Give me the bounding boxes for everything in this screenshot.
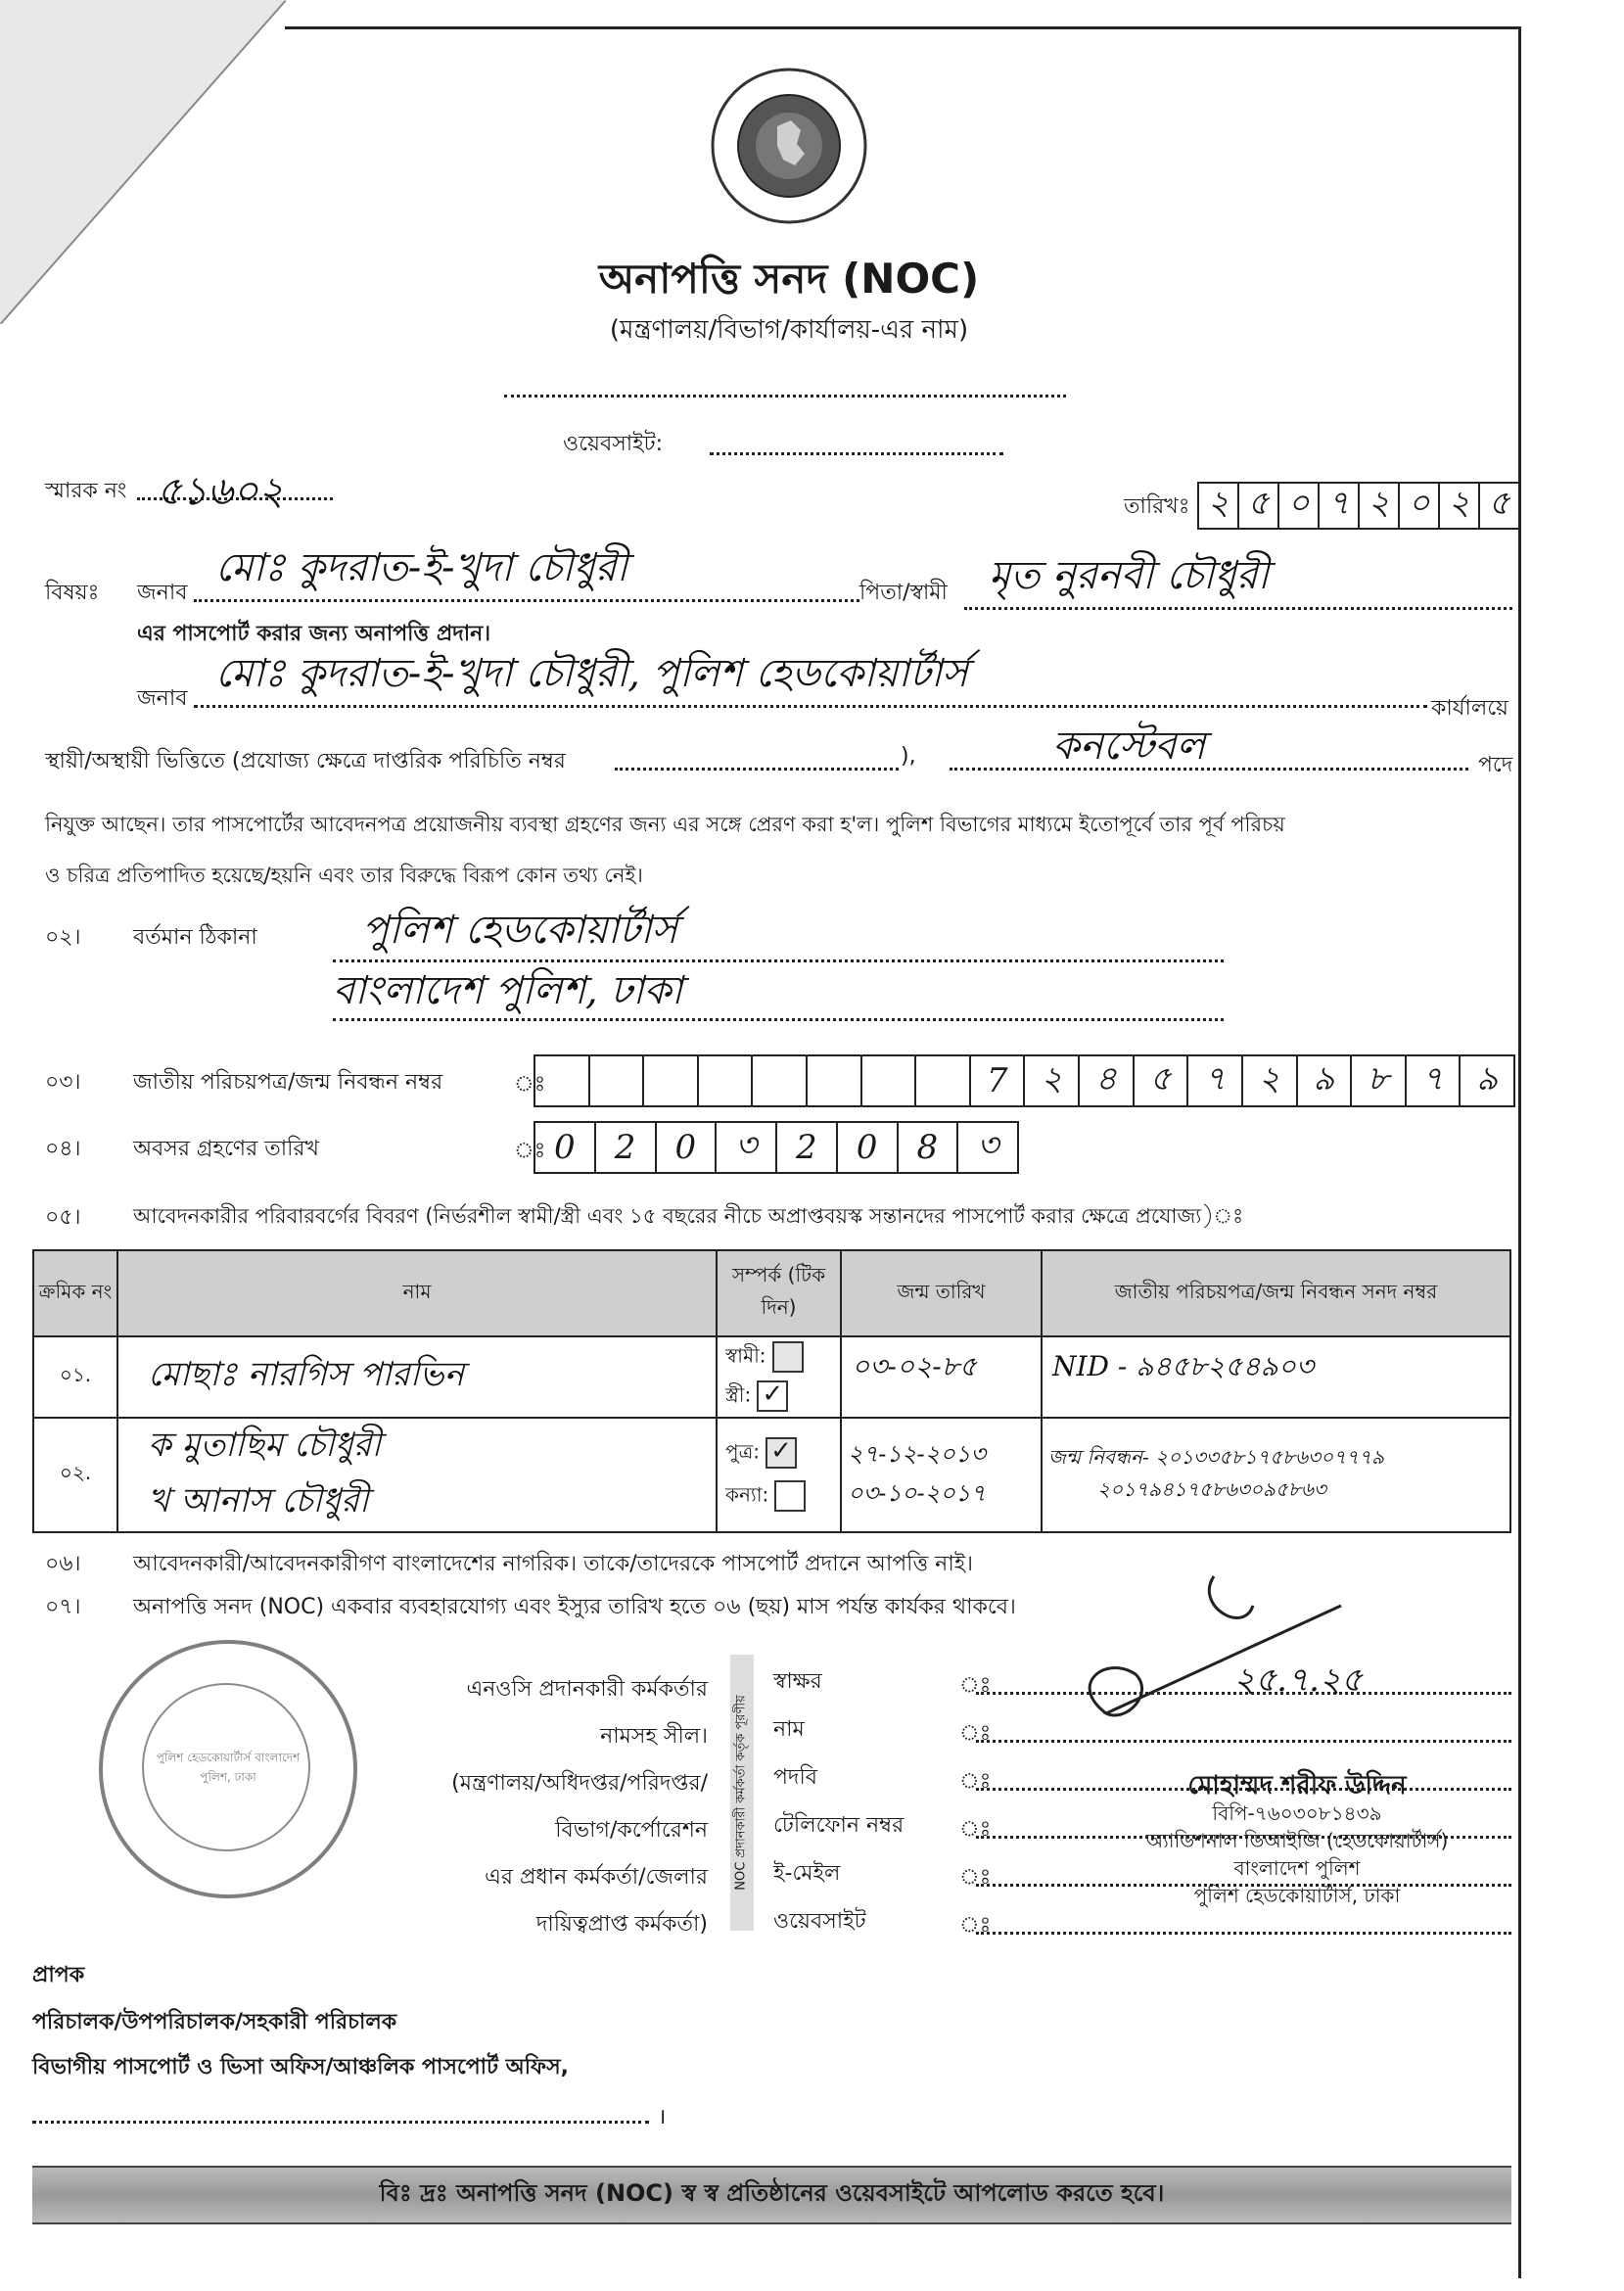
nid-digit: ৯ [1476,1058,1499,1099]
header-name: নাম [117,1250,717,1336]
page-title: অনাপত্তি সনদ (NOC) [598,255,980,303]
retirement-digit: 0 [535,1123,596,1172]
colon: ঃ [959,1865,992,1890]
family-label: আবেদনকারীর পরিবারবর্গের বিবরণ (নির্ভরশীল স্বামী/স্ত্রী এবং ১৫ বছরের নীচে অপ্রাপ্তবয়স্ক সন্তানদের পাসপোর্ট করার ক্ষেত্রে প্রযোজ্য)ঃ [133,1204,1244,1228]
permanent-label: স্থায়ী/অস্থায়ী ভিত্তিতে (প্রযোজ্য ক্ষেত্রে দাপ্তরিক পরিচিতি নম্বর [45,749,566,773]
id-number: ২০১৭৯৪১৭৫৮৬৩০৯৫৮৬৩ [1097,1476,1326,1501]
dob: ০৩-১০-২০১৭ [848,1478,986,1507]
issuer-field-label: ওয়েবসাইট [773,1909,866,1934]
government-emblem [709,66,869,226]
vertical-strip: NOC প্রদানকারী কর্মকর্তা কর্তৃক পূরণীয় [730,1655,754,1931]
address-value-1: পুলিশ হেডকোয়ার্টার্স [362,908,678,953]
date-digit: ২ [1440,484,1480,528]
designation: কনস্টেবল [1052,724,1206,769]
father-label: পিতা/স্বামী [859,581,948,605]
subject-line2: এর পাসপোর্ট করার জন্য অনাপত্তি প্রদান। [137,622,491,646]
issuer-field-label: নাম [773,1717,805,1742]
date-digit: ৭ [1320,484,1360,528]
website-line [710,452,1003,455]
date-digit: ৫ [1239,484,1279,528]
officer-stamp: মোহাম্মদ শরীফ উদ্দিন বিপি-৭৬০৩০৮১৪৩৯ অ্যাডিশনাল ডিআইজি (হেডকোয়ার্টার্স) বাংলাদেশ পুলিশ পুলিশ হেডকোয়ার্টার্স, ঢাকা [1145,1771,1449,1907]
retirement-digit: 2 [777,1123,838,1172]
item-number: ০৪। [45,1137,81,1161]
issuer-field-label: স্বাক্ষর [773,1669,822,1694]
office-seal: পুলিশ হেডকোয়ার্টার্স বাংলাদেশ পুলিশ, ঢাকা [99,1640,357,1898]
recipient-label: প্রাপক [32,1963,85,1987]
date-digit: ২ [1199,484,1239,528]
page-border-top [285,26,1520,29]
issuer-field-label: টেলিফোন নম্বর [773,1813,905,1838]
recipient-line-1: পরিচালক/উপপরিচালক/সহকারী পরিচালক [32,2010,397,2034]
husband-checkbox[interactable] [772,1341,804,1373]
header-id: জাতীয় পরিচয়পত্র/জন্ম নিবন্ধন সনদ নম্বর [1042,1250,1510,1336]
footer-note: বিঃ দ্রঃ অনাপত্তি সনদ (NOC) স্ব স্ব প্রতিষ্ঠানের ওয়েবসাইটে আপলোড করতে হবে। [379,2179,1165,2207]
colon: ঃ [959,1817,992,1842]
nid-digit: ২ [1025,1056,1080,1105]
retirement-digit: 0 [657,1123,718,1172]
son-checkbox[interactable]: ✓ [766,1437,797,1469]
retirement-digit: ৩ [717,1123,777,1172]
body-mr-label: জনাব [137,686,188,711]
issuer-label: এর প্রধান কর্মকর্তা/জেলার [485,1865,708,1890]
recipient-address-line [32,2121,649,2124]
footer-note-banner [32,2166,1511,2224]
header-serial: ক্রমিক নং [33,1250,117,1336]
retirement-digit: ৩ [977,1125,999,1165]
dob: ০৩-০২-৮৫ [841,1336,1042,1418]
colon: ঃ [514,1072,546,1097]
nid-digit: ৭ [1407,1056,1462,1105]
note-citizen: আবেদনকারী/আবেদনকারীগণ বাংলাদেশের নাগরিক। তাকে/তাদেরকে পাসপোর্ট প্রদানে আপত্তি নাই। [133,1552,974,1576]
recipient-end: । [658,2105,667,2129]
nid-label: জাতীয় পরিচয়পত্র/জন্ম নিবন্ধন নম্বর [133,1070,443,1095]
nid-digit [590,1056,645,1105]
mr-label: জনাব [137,581,188,605]
nid-digit: ৫ [1135,1056,1189,1105]
relation-label: পুত্র: [725,1439,761,1464]
nid-digit: ৭ [1188,1056,1243,1105]
daughter-checkbox[interactable] [774,1480,806,1512]
family-table [32,1249,1511,1533]
signature-date: ২৫.৭.২৫ [1233,1660,1364,1700]
issuer-label: নামসহ সীল। [600,1724,708,1749]
subject-label: বিষয়ঃ [45,581,100,605]
nid-digit [535,1056,590,1105]
nid-digit [753,1056,808,1105]
date-label: তারিখঃ [1124,494,1190,519]
note-validity: অনাপত্তি সনদ (NOC) একবার ব্যবহারযোগ্য এবং ইস্যুর তারিখ হতে ০৬ (ছয়) মাস পর্যন্ত কার্যকর থাকবে। [133,1595,1016,1619]
applicant-name: মোঃ কুদরাত-ই-খুদা চৌধুরী [215,545,628,590]
nid-boxes [534,1054,1515,1107]
date-boxes [1197,482,1520,530]
paren-close: ), [901,744,916,769]
page-border-right [1518,26,1521,2278]
recipient-line-2: বিভাগীয় পাসপোর্ট ও ভিসা অফিস/আঞ্চলিক পাসপোর্ট অফিস, [32,2055,569,2080]
issuer-label: বিভাগ/কর্পোরেশন [555,1818,708,1843]
colon: ঃ [959,1913,992,1938]
colon: ঃ [514,1139,546,1163]
nid-digit [644,1056,699,1105]
colon: ঃ [959,1673,992,1698]
issuer-label: দায়িত্বপ্রাপ্ত কর্মকর্তা) [535,1912,708,1937]
item-number: ০৩। [45,1070,81,1095]
official-id-line [615,768,899,771]
paragraph-1: নিযুক্ত আছেন। তার পাসপোর্টের আবেদনপত্র প্রয়োজনীয় ব্যবস্থা গ্রহণের জন্য এর সঙ্গে প্রেরণ করা হ'ল। পুলিশ বিভাগের মাধ্যমে ইতোপূর্বে তার পূর্ব পরিচয় [45,813,1285,836]
member-name: ক মুতাছিম চৌধুরী [148,1425,382,1465]
header-relation: সম্পর্ক (টিক দিন) [717,1250,841,1336]
date-digit: ৫ [1488,484,1510,523]
member-name: খ আনাস চৌধুরী [148,1480,369,1520]
date-digit: ০ [1279,484,1320,528]
serial: ০২. [33,1418,117,1532]
header-dob: জন্ম তারিখ [841,1250,1042,1336]
ministry-name-line [504,395,1066,397]
id-number: NID - ৯৪৫৮২৫৪৯০৩ [1042,1336,1510,1418]
issuer-field-line [976,1932,1511,1935]
retirement-digit: 2 [596,1123,657,1172]
relation-label: স্বামী: [725,1343,766,1368]
issuer-field-label: ই-মেইল [773,1861,841,1886]
designation-line [950,768,1468,771]
issuer-field-line [976,1740,1511,1743]
retirement-date-boxes [534,1121,1019,1174]
nid-digit [808,1056,862,1105]
colon: ঃ [959,1769,992,1794]
note-number: ০৭। [45,1595,81,1619]
id-number: জন্ম নিবন্ধন- ২০১৩৩৫৮১৭৫৮৬৩০৭৭৭৯ [1048,1444,1384,1469]
serial: ০১. [33,1336,117,1418]
nid-digit [862,1056,917,1105]
relation-label: স্ত্রী: [725,1382,752,1406]
memo-number: ৫১৬০২ [157,469,284,514]
nid-digit: ৪ [1080,1056,1135,1105]
post-suffix: পদে [1478,753,1513,777]
office-suffix: কার্যালয়ে [1431,696,1509,721]
issuer-field-label: পদবি [773,1765,818,1790]
item-number: ০৫। [45,1205,81,1230]
retirement-digit: 8 [899,1123,959,1172]
website-label: ওয়েবসাইট: [563,432,663,456]
colon: ঃ [959,1721,992,1746]
address-label: বর্তমান ঠিকানা [133,925,257,950]
paragraph-2: ও চরিত্র প্রতিপাদিত হয়েছে/হয়নি এবং তার বিরুদ্ধে বিরূপ কোন তথ্য নেই। [45,864,643,887]
issuer-label: (মন্ত্রণালয়/অধিদপ্তর/পরিদপ্তর/ [451,1771,708,1796]
issuer-label: এনওসি প্রদানকারী কর্মকর্তার [466,1677,708,1702]
nid-digit [916,1056,971,1105]
retirement-digit: 0 [838,1123,899,1172]
item-number: ০২। [45,925,81,950]
date-digit: ০ [1400,484,1440,528]
page-subtitle: (মন্ত্রণালয়/বিভাগ/কার্যালয়-এর নাম) [609,315,969,345]
relation-label: কন্যা: [725,1482,769,1506]
nid-digit: ৮ [1352,1056,1407,1105]
father-name: মৃত নুরনবী চৌধুরী [989,553,1270,598]
table-row [33,1418,1510,1532]
table-row [33,1336,1510,1418]
date-digit: ২ [1360,484,1400,528]
memo-label: স্মারক নং [45,479,127,503]
dob: ২৭-১২-২০১৩ [848,1439,986,1468]
retirement-date-label: অবসর গ্রহণের তারিখ [133,1137,319,1161]
nid-digit: 7 [971,1056,1026,1105]
nid-digit: ৯ [1298,1056,1353,1105]
member-name: মোছাঃ নারগিস পারভিন [117,1336,717,1418]
wife-checkbox[interactable]: ✓ [757,1380,788,1412]
name-office: মোঃ কুদরাত-ই-খুদা চৌধুরী, পুলিশ হেডকোয়ার্টার্স [215,651,968,696]
nid-digit [699,1056,754,1105]
note-number: ০৬। [45,1552,81,1576]
nid-digit: ২ [1243,1056,1298,1105]
address-value-2: বাংলাদেশ পুলিশ, ঢাকা [333,968,683,1013]
